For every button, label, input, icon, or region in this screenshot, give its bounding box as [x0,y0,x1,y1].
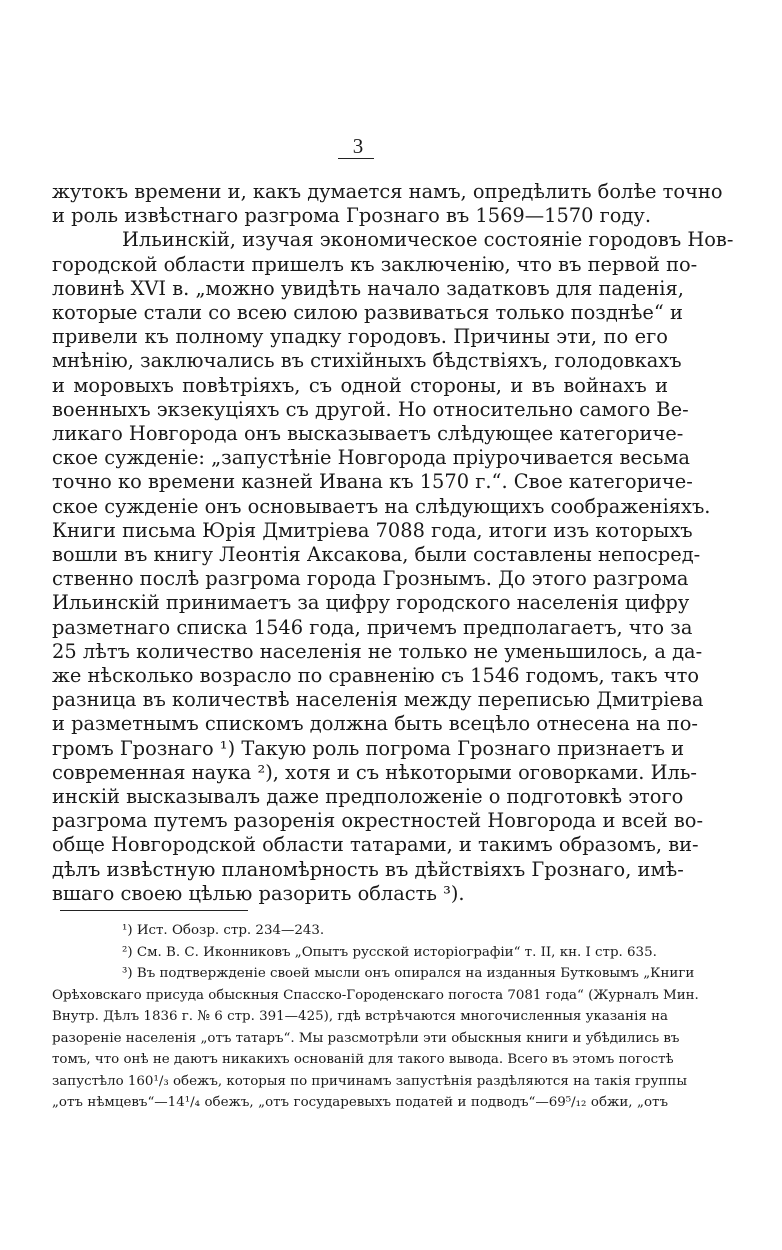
text-line: дѣлъ извѣстную планомѣрность въ дѣйствіяхъ Грознаго, имѣ- [52,857,684,881]
text-line: же нѣсколько возрасло по сравненію съ 1546 годомъ, такъ что [52,664,700,688]
text-line: Ильинскій, изучая экономическое состояніе городовъ Нов- [122,228,734,252]
text-line: Ильинскій принимаетъ за цифру городского населенія цифру [52,591,690,615]
text-line: Книги письма Юрія Дмитріева 7088 года, итоги изъ которыхъ [52,518,693,542]
footnote-line: томъ, что онѣ не даютъ никакихъ основаній для такого вывода. Всего въ этомъ погостѣ [52,1052,674,1067]
text-line: вошли въ книгу Леонтія Аксакова, были составлены непосред- [52,543,701,567]
footnotes [52,920,699,1114]
footnote-line: Внутр. Дѣлъ 1836 г. № 6 стр. 391—425), гдѣ встрѣчаются многочисленныя указанія на [52,1009,668,1024]
footnote-separator [60,910,248,911]
text-line: привели къ полному упадку городовъ. Причины эти, по его [52,325,668,349]
text-line: и моровыхъ повѣтріяхъ, съ одной стороны, и въ войнахъ и [52,373,668,397]
text-line: современная наука ²), хотя и съ нѣкоторыми оговорками. Иль- [52,760,697,784]
text-line: ликаго Новгорода онъ высказываетъ слѣдующее категориче- [52,422,684,446]
page-number: 3 [352,134,364,158]
footnote-line: „отъ нѣмцевъ“—14¹/₄ обежъ, „отъ государевыхъ податей и подводъ“—69⁵/₁₂ обжи, „отъ [52,1095,668,1110]
text-line: ственно послѣ разгрома города Грознымъ. До этого разгрома [52,567,689,591]
text-line: и роль извѣстнаго разгрома Грознаго въ 1569—1570 году. [52,204,651,228]
text-line: обще Новгородской области татарами, и такимъ образомъ, ви- [52,833,699,857]
text-line: громъ Грознаго ¹) Такую роль погрома Грознаго признаетъ и [52,736,685,760]
text-line: ское сужденіе: „запустѣніе Новгорода пріурочивается весьма [52,446,690,470]
text-line: мнѣнію, заключались въ стихійныхъ бѣдствіяхъ, голодовкахъ [52,349,682,373]
text-line: которые стали со всею силою развиваться только позднѣе“ и [52,301,683,325]
text-line: 25 лѣтъ количество населенія не только не уменьшилось, а да- [52,639,703,663]
text-line: ловинѣ XVI в. „можно увидѣть начало задатковъ для паденія, [52,276,684,300]
footnote-line: ³) Въ подтвержденіе своей мысли онъ опирался на изданныя Бутковымъ „Книги [122,966,695,981]
text-line: ское сужденіе онъ основываетъ на слѣдующихъ соображеніяхъ. [52,494,711,518]
text-line: военныхъ экзекуціяхъ съ другой. Но относительно самого Ве- [52,397,689,421]
footnote-line: ²) См. В. С. Иконниковъ „Опытъ русской исторіографіи“ т. II, кн. I стр. 635. [122,944,657,960]
footnote-line: ¹) Ист. Обозр. стр. 234—243. [122,923,325,938]
text-line: городской области пришелъ къ заключенію, что въ первой по- [52,252,698,276]
text-line: инскій высказывалъ даже предположеніе о подготовкѣ этого [52,785,684,809]
footnote-line: разореніе населенія „отъ татаръ“. Мы разсмотрѣли эти обыскныя книги и убѣдились въ [52,1030,680,1046]
text-line: разметнаго списка 1546 года, причемъ предполагаетъ, что за [52,615,693,639]
text-line: точно ко времени казней Ивана къ 1570 г.“. Свое категориче- [52,470,693,494]
text-line: вшаго своею цѣлью разорить область ³). [52,881,465,905]
page-number-rule [338,158,374,159]
text-line: и разметнымъ спискомъ должна быть всецѣло отнесена на по- [52,712,698,736]
footnote-line: запустѣло 160¹/₃ обежъ, которыя по причинамъ запустѣнія раздѣляются на такія группы [52,1073,688,1089]
text-line: разгрома путемъ разоренія окрестностей Новгорода и всей во- [52,809,704,833]
text-line: жутокъ времени и, какъ думается намъ, опредѣлить болѣе точно [52,180,723,203]
main-text [52,180,734,906]
footnote-line: Орѣховскаго присуда обыскныя Спасско-Городенскаго погоста 7081 года“ (Журналъ Мин. [52,987,699,1003]
text-line: разница въ количествѣ населенія между переписью Дмитріева [52,688,704,712]
